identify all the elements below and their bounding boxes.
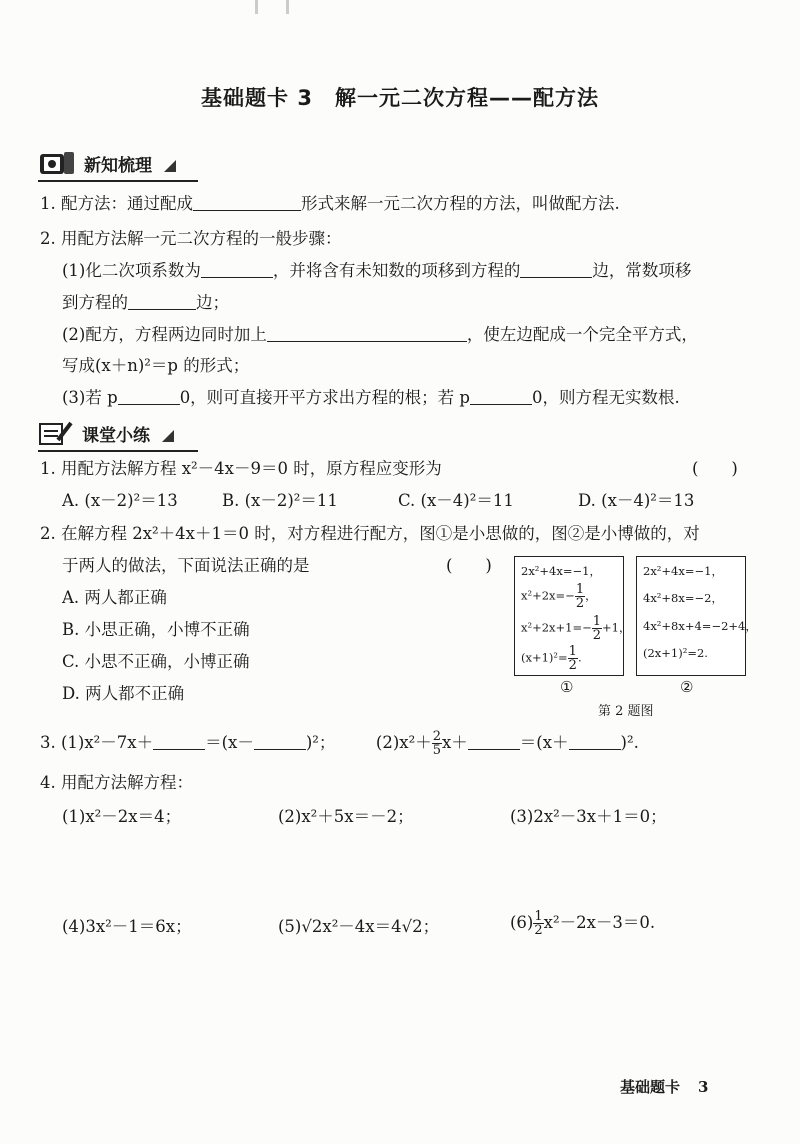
practice-q4-item-2: (2)x²＋5x＝－2； <box>278 807 414 826</box>
practice-q1-option-b: B. (x－2)²＝11 <box>222 491 338 510</box>
practice-q2-cont: 于两人的做法，下面说法正确的是 <box>62 556 310 575</box>
practice-q4: 4. 用配方法解方程： <box>40 773 193 792</box>
practice-q1-option-a: A. (x－2)²＝13 <box>62 491 178 510</box>
section-header-practice <box>38 420 174 446</box>
page-number: 3 <box>698 1078 709 1096</box>
practice-q2: 2. 在解方程 2x²＋4x＋1＝0 时，对方程进行配方，图①是小思做的，图②是小博做的，对 <box>40 524 700 543</box>
triangle-icon <box>162 430 174 442</box>
section-title-knowledge: 新知梳理 <box>84 155 152 176</box>
figure-2-box <box>636 556 757 676</box>
practice-q2-option-b: B. 小思正确，小博不正确 <box>62 620 250 639</box>
practice-q4-item-1: (1)x²－2x＝4； <box>62 807 182 826</box>
figure-caption: 第 2 题图 <box>598 704 654 719</box>
page-footer <box>620 1076 708 1097</box>
practice-q4-item-6: (6) $\frac{1}{2}$ x²－2x－3＝0. <box>510 909 656 938</box>
knowledge-q2-3: (3)若 p 0，则可直接开平方求出方程的根；若 p 0，则方程无实数根. <box>62 388 680 407</box>
knowledge-q2-2-cont: 写成(x＋n)²＝p 的形式； <box>62 356 250 375</box>
figure-1-box <box>514 556 631 676</box>
practice-q1-option-d: D. (x－4)²＝13 <box>578 491 695 510</box>
figure-2-step-2: 4x²+8x=−2， <box>643 591 723 605</box>
practice-q2-option-a: A. 两人都正确 <box>62 588 167 607</box>
figure-2-label: ② <box>680 678 694 696</box>
figure-1-step-3: x²+2x+1=− $\frac{1}{2}$ +1， <box>521 614 631 643</box>
knowledge-q2-1-cont: 到方程的 边； <box>62 293 229 312</box>
practice-q4-item-5: (5)√2x²－4x＝4√2； <box>278 917 440 936</box>
section-title-practice: 课堂小练 <box>82 425 150 446</box>
triangle-icon <box>164 160 176 172</box>
figure-2-step-3: 4x²+8x+4=−2+4， <box>643 619 757 633</box>
footer-label: 基础题卡 <box>620 1078 681 1096</box>
figure-1-label: ① <box>560 678 574 696</box>
figure-1-step-2: x²+2x=− $\frac{1}{2}$ ， <box>521 582 597 611</box>
practice-q1-answer-paren: ( ) <box>692 459 738 478</box>
section-rule <box>38 450 198 452</box>
section-rule <box>38 180 198 182</box>
notebook-pen-icon <box>38 420 74 446</box>
binding-mark <box>255 0 289 14</box>
practice-q4-item-3: (3)2x²－3x＋1＝0； <box>510 807 667 826</box>
practice-q1-option-c: C. (x－4)²＝11 <box>398 491 514 510</box>
figure-1-step-1: 2x²+4x=−1， <box>521 564 601 578</box>
practice-q1: 1. 用配方法解方程 x²－4x－9＝0 时，原方程应变形为 <box>40 459 442 478</box>
practice-q4-item-4: (4)3x²－1＝6x； <box>62 917 192 936</box>
practice-q3: 3. (1)x²－7x＋ ＝(x－ )²； (2)x²＋ $\frac{2}{5}$ x＋ ＝(x＋ )². <box>40 729 639 758</box>
knowledge-q2: 2. 用配方法解一元二次方程的一般步骤： <box>40 229 342 248</box>
figure-2-step-1: 2x²+4x=−1， <box>643 564 723 578</box>
knowledge-q2-2: (2)配方，方程两边同时加上 ，使左边配成一个完全平方式， <box>62 325 698 344</box>
knowledge-q1: 1. 配方法：通过配成 形式来解一元二次方程的方法，叫做配方法. <box>40 194 620 213</box>
section-header-knowledge <box>38 150 176 176</box>
figure-1-step-4: (x+1)²= $\frac{1}{2}$ . <box>521 644 582 673</box>
practice-q2-option-c: C. 小思不正确，小博正确 <box>62 652 250 671</box>
practice-q2-answer-paren: ( ) <box>446 556 492 575</box>
book-icon <box>38 150 76 176</box>
page-title: 基础题卡 3 解一元二次方程——配方法 <box>201 86 599 110</box>
figure-2-step-4: (2x+1)²=2. <box>643 646 708 660</box>
knowledge-q2-1: (1)化二次项系数为 ，并将含有未知数的项移到方程的 边，常数项移 <box>62 261 692 280</box>
practice-q2-option-d: D. 两人都不正确 <box>62 684 185 703</box>
